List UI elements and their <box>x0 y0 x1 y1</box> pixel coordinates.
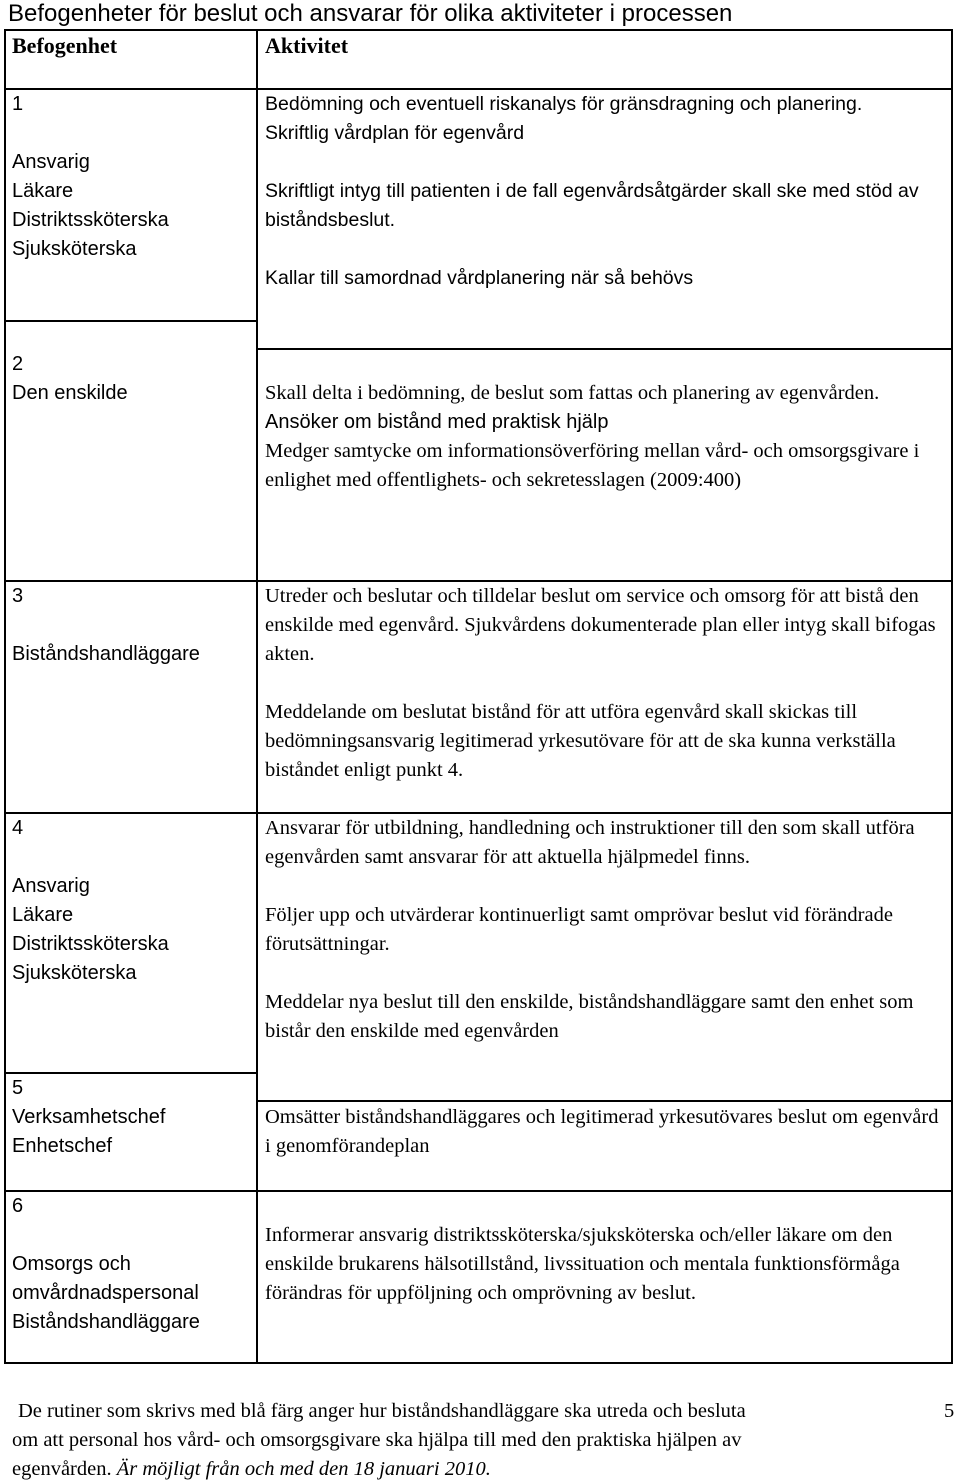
column-divider <box>256 29 258 1364</box>
page-number: 5 <box>944 1400 955 1422</box>
header-befogenhet: Befogenhet <box>12 33 118 58</box>
page-title: Befogenheter för beslut och ansvarar för olika aktiviteter i processen <box>8 0 733 27</box>
row-divider <box>4 320 258 322</box>
row-3-aktivitet: Utreder och beslutar och tilldelar beslut om service och omsorg för att bistå den enskilde med egenvård. Sjukvårdens dokumenterade plan eller intyg skall bifogas akten. Meddelande om beslutat bistånd för att utföra egenvård skall skickas till bedömningsansvarig legitimerad yrkesutövare för att de ska kunna verkställa biståndet enligt punkt 4. <box>265 585 936 781</box>
row-6-aktivitet: Informerar ansvarig distriktssköterska/sjuksköterska och/eller läkare om den enskilde brukarens hälsotillstånd, livssituation och mentala funktionsförmåga förändras för uppföljning och omprövning av beslut. <box>265 1224 900 1304</box>
row-3-befogenhet: 3 Biståndshandläggare <box>12 585 200 665</box>
header-aktivitet: Aktivitet <box>265 33 349 58</box>
row-4-aktivitet: Ansvarar för utbildning, handledning och instruktioner till den som skall utföra egenvården samt ansvarar för att aktuella hjälpmedel finns. Följer upp och utvärderar kontinuerligt samt omprövar beslut vid förändrade förutsättningar. Meddelar nya beslut till den enskilde, biståndshandläggare samt den enhet som bistår den enskilde med egenvården <box>265 817 915 1042</box>
row-divider <box>256 348 953 350</box>
row-6-befogenhet: 6 Omsorgs och omvårdnadspersonal Biståndshandläggare <box>12 1195 200 1333</box>
row-divider <box>256 1100 953 1102</box>
footer-note: De rutiner som skrivs med blå färg anger hur biståndshandläggare ska utreda och besluta om att personal hos vård- och omsorgsgivare ska hjälpa till med den praktiska hjälpen av egenvården. Är möjligt från och med den 18 januari 2010. <box>12 1400 746 1480</box>
row-divider <box>256 1190 953 1192</box>
row-2-aktivitet: Skall delta i bedömning, de beslut som fattas och planering av egenvården. Ansöker om bistånd med praktisk hjälp Medger samtycke om informationsöverföring mellan vård- och omsorgsgivare i enlighet med offentlighets- och sekretesslagen (2009:400) <box>265 382 920 491</box>
row-1-aktivitet: Bedömning och eventuell riskanalys för gränsdragning och planering. Skriftlig vårdplan för egenvård Skriftligt intyg till patienten i de fall egenvårdsåtgärder skall ske med stöd av biståndsbeslut. Kallar till samordnad vårdplanering när så behövs <box>265 93 919 289</box>
row-2-befogenhet: 2 Den enskilde <box>12 353 128 404</box>
row-5-aktivitet: Omsätter biståndshandläggares och legitimerad yrkesutövares beslut om egenvård i genomförandeplan <box>265 1106 939 1157</box>
row-5-befogenhet: 5 Verksamhetschef Enhetschef <box>12 1077 166 1157</box>
row-4-befogenhet: 4 Ansvarig Läkare Distriktssköterska Sjuksköterska <box>12 817 169 984</box>
row-1-befogenhet: 1 Ansvarig Läkare Distriktssköterska Sjuksköterska <box>12 93 169 260</box>
